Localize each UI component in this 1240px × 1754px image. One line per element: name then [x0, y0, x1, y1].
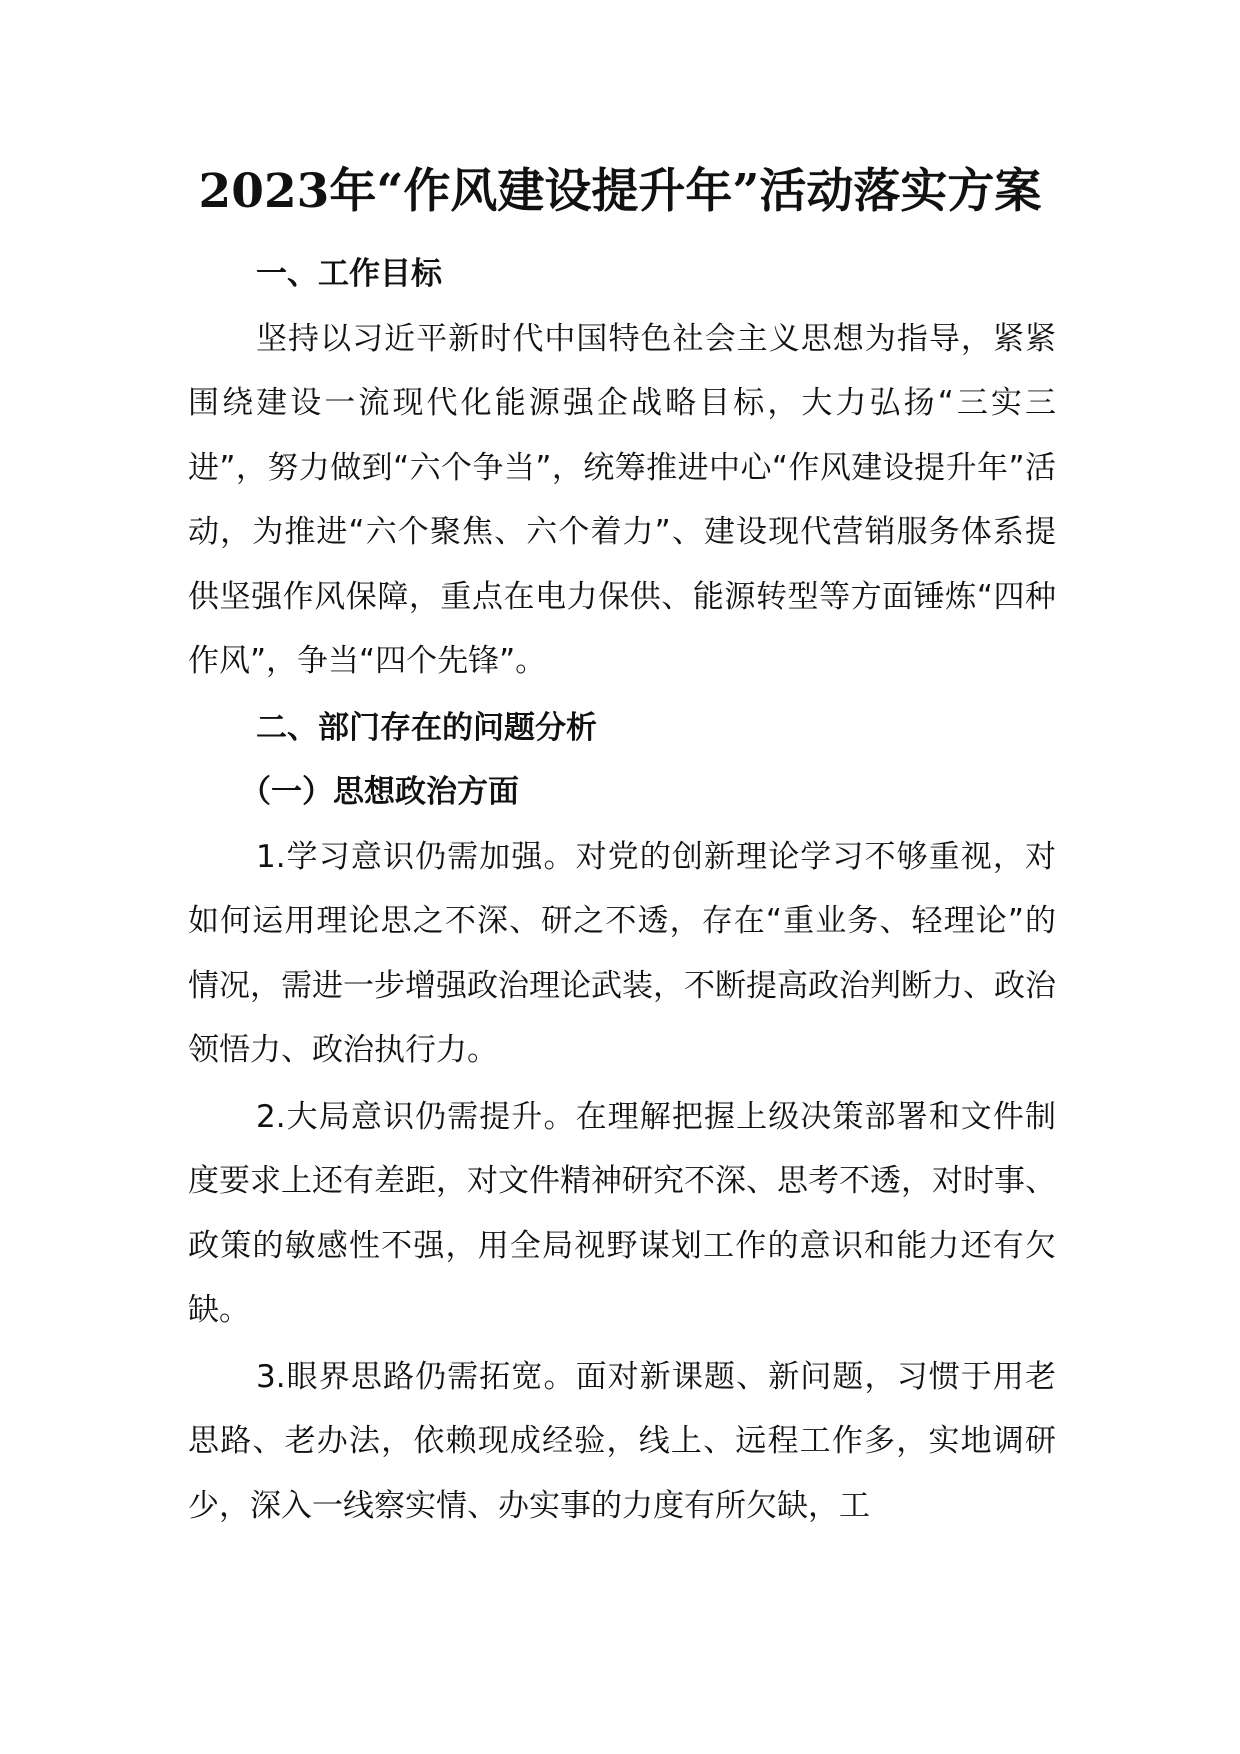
paragraph-vision-thinking: 3.眼界思路仍需拓宽。面对新课题、新问题，习惯于用老思路、老办法，依赖现成经验，线上、远程工作多，实地调研少，深入一线察实情、办实事的力度有所欠缺，工	[188, 1358, 1056, 1524]
paragraph-work-goals: 坚持以习近平新时代中国特色社会主义思想为指导，紧紧围绕建设一流现代化能源强企战略目标，大力弘扬“三实三进”，努力做到“六个争当”，统筹推进中心“作风建设提升年”活动，为推进“六个聚焦、六个着力”、建设现代营销服务体系提供坚强作风保障，重点在电力保供、能源转型等方面锤炼“四种作风”，争当“四个先锋”。	[188, 320, 1056, 679]
paragraph-overall-awareness: 2.大局意识仍需提升。在理解把握上级决策部署和文件制度要求上还有差距，对文件精神研究不深、思考不透，对时事、政策的敏感性不强，用全局视野谋划工作的意识和能力还有欠缺。	[188, 1098, 1056, 1328]
section-heading-work-goals: 一、工作目标	[256, 256, 442, 292]
document-body	[188, 242, 1056, 1538]
document-title: 2023年“作风建设提升年”活动落实方案	[198, 164, 1042, 219]
section-heading-problem-analysis: 二、部门存在的问题分析	[256, 709, 597, 746]
subsection-heading-ideological-political: （一）思想政治方面	[240, 774, 519, 810]
paragraph-study-awareness: 1.学习意识仍需加强。对党的创新理论学习不够重视，对如何运用理论思之不深、研之不透，存在“重业务、轻理论”的情况，需进一步增强政治理论武装，不断提高政治判断力、政治领悟力、政治执行力。	[188, 838, 1056, 1068]
